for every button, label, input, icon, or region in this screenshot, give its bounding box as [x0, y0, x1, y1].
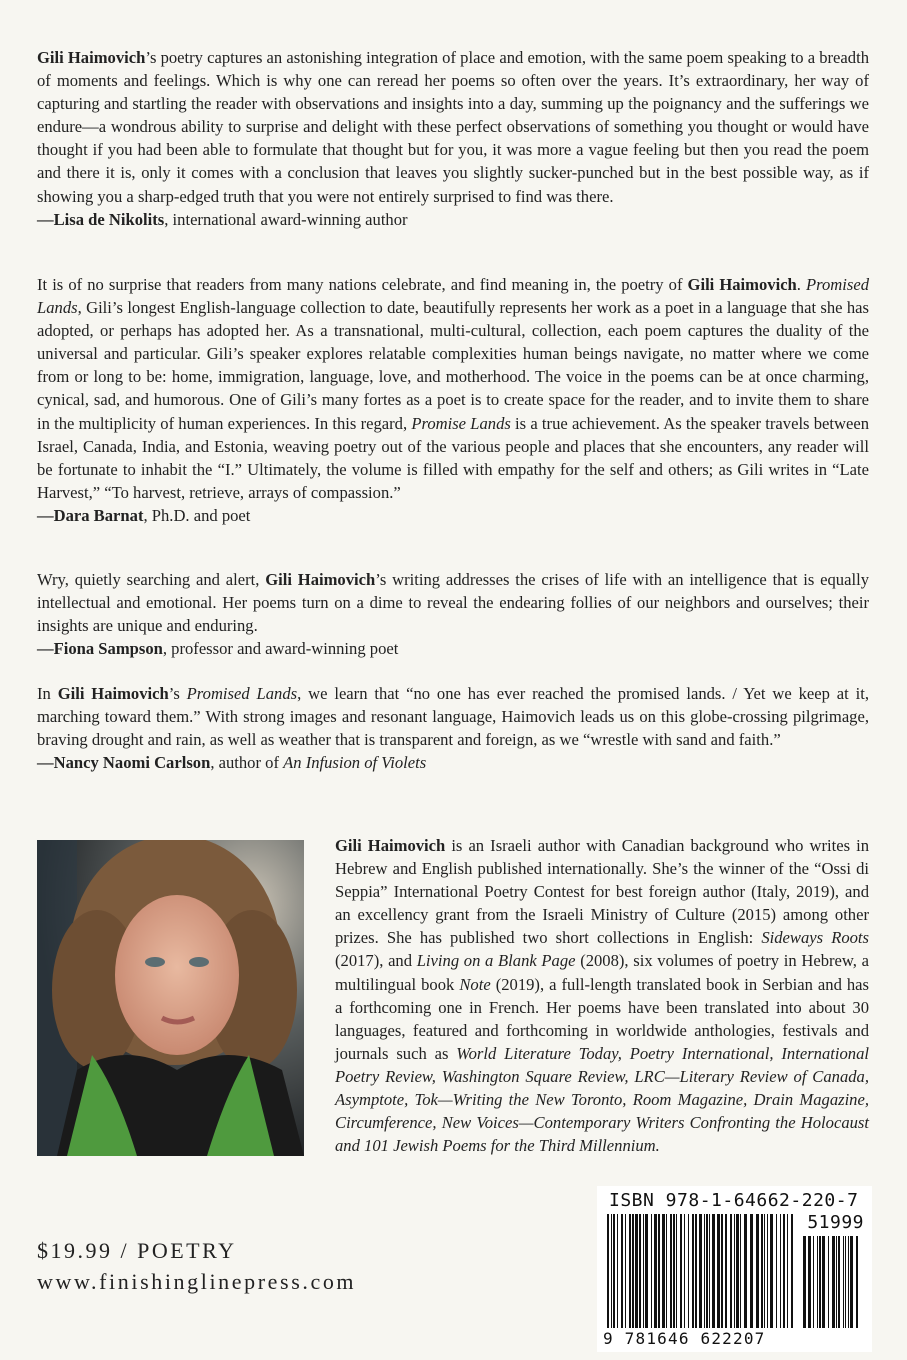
blurb-dara-barnat: [37, 273, 869, 527]
blurb-attribution: —Nancy Naomi Carlson, author of An Infusion of Violets: [37, 753, 427, 773]
blurb-attribution: —Lisa de Nikolits, international award-winning author: [37, 209, 408, 229]
author-name: Gili Haimovich: [265, 570, 376, 589]
isbn-barcode: [597, 1186, 872, 1352]
addon-digits: 51999: [807, 1212, 864, 1233]
blurb-text: In Gili Haimovich’s Promised Lands, we learn that “no one has ever reached the promised lands. / Yet we keep at it, marching toward them.” With strong images and resonant language, Haimovich leads us on this globe-crossing pilgrimage, braving drought and rain, as well as weather that is transparent and foreign, as we “wrestle with sand and faith.”: [37, 684, 870, 750]
author-name: Gili Haimovich: [37, 48, 146, 67]
blurb-nancy-naomi-carlson: [37, 682, 869, 774]
publisher-website[interactable]: www.finishinglinepress.com: [37, 1269, 357, 1294]
blurb-text: It is of no surprise that readers from many nations celebrate, and find meaning in, the poetry of Gili Haimovich. Promised Lands, Gili’s longest English-language collection to date, beautifully represents her work as a poet in a language that she has adopted, or perhaps has adopted her. As a transnational, multi-cultural, collection, each poem captures the duality of the universal and particular. Gili’s speaker explores relatable complexities human beings navigate, no matter where we come from or long to be: home, immigration, language, love, and motherhood. The voice in the poems can be at once charming, cynical, sad, and humorous. One of Gili’s many fortes as a poet is to create space for the reader, and to invite them to share in the multiplicity of human experiences. In this regard, Promise Lands is a true achievement. As the speaker travels between Israel, Canada, India, and Estonia, weaving poetry out of the various people and places that she encounters, any reader will be fortunate to inhabit the “I.” Ultimately, the volume is filled with empathy for the self and others; as Gili writes in “Late Harvest,” “To harvest, retrieve, arrays of compassion.”: [37, 275, 870, 502]
addon-barcode-icon: [803, 1236, 863, 1328]
blurb-attribution: —Dara Barnat, Ph.D. and poet: [37, 505, 251, 525]
author-name: Gili Haimovich: [687, 275, 797, 294]
isbn-label: ISBN 978-1-64662-220-7: [609, 1190, 859, 1211]
author-bio: Gili Haimovich is an Israeli author with Canadian background who writes in Hebrew and English published internationally. She’s the winner of the “Ossi di Seppia” International Poetry Contest for best foreign author (Italy, 2019), and an excellency grant from the Israeli Ministry of Culture (2015) among other prizes. She has published two short collections in English: Sideways Roots (2017), and Living on a Blank Page (2008), six volumes of poetry in Hebrew, a multilingual book Note (2019), a full-length translated book in Serbian and has a forthcoming one in French. Her poems have been translated into about 30 languages, featured and forthcoming in worldwide anthologies, festivals and journals such as World Literature Today, Poetry International, International Poetry Review, Washington Square Review, LRC—Literary Review of Canada, Asymptote, Tok—Writing the New Toronto, Room Magazine, Drain Magazine, Circumference, New Voices—Contemporary Writers Confronting the Holocaust and 101 Jewish Poems for the Third Millennium.: [37, 834, 869, 1157]
blurb-fiona-sampson: [37, 568, 869, 660]
ean-digits: 9 781646 622207: [603, 1329, 766, 1348]
author-name: Gili Haimovich: [57, 684, 169, 703]
bio-author-name: Gili Haimovich: [335, 836, 446, 855]
photo-spacer: [37, 834, 335, 1147]
blurb-attribution: —Fiona Sampson, professor and award-winning poet: [37, 639, 399, 659]
blurb-lisa-de-nikolits: [37, 46, 869, 231]
blurb-text: Wry, quietly searching and alert, Gili Haimovich’s writing addresses the crises of life with an intelligence that is equally intellectual and emotional. Her poems turn on a dime to reveal the endearing follies of our neighbors and ourselves; their insights are unique and enduring.: [37, 570, 869, 636]
ean-barcode-icon: [607, 1214, 797, 1328]
price-genre: $19.99 / POETRY: [37, 1238, 237, 1263]
blurb-text: Gili Haimovich’s poetry captures an astonishing integration of place and emotion, with the same poem speaking to a breadth of moments and feelings. Which is why one can reread her poems so often over the years. It’s extraordinary, her way of capturing and startling the reader with observations and insights into a day, summing up the poignancy and the sufferings we endure—a wondrous ability to surprise and delight with these perfect observations of something you thought or would have thought if you had been able to formulate that thought but for you, it was more a vague feeling but then you read the poem and there it is, only it comes with a conclusion that leaves you slightly sucker-punched but in the best possible way, as if showing you a sharp-edged truth that you were not entirely surprised to find was there.: [37, 48, 869, 206]
